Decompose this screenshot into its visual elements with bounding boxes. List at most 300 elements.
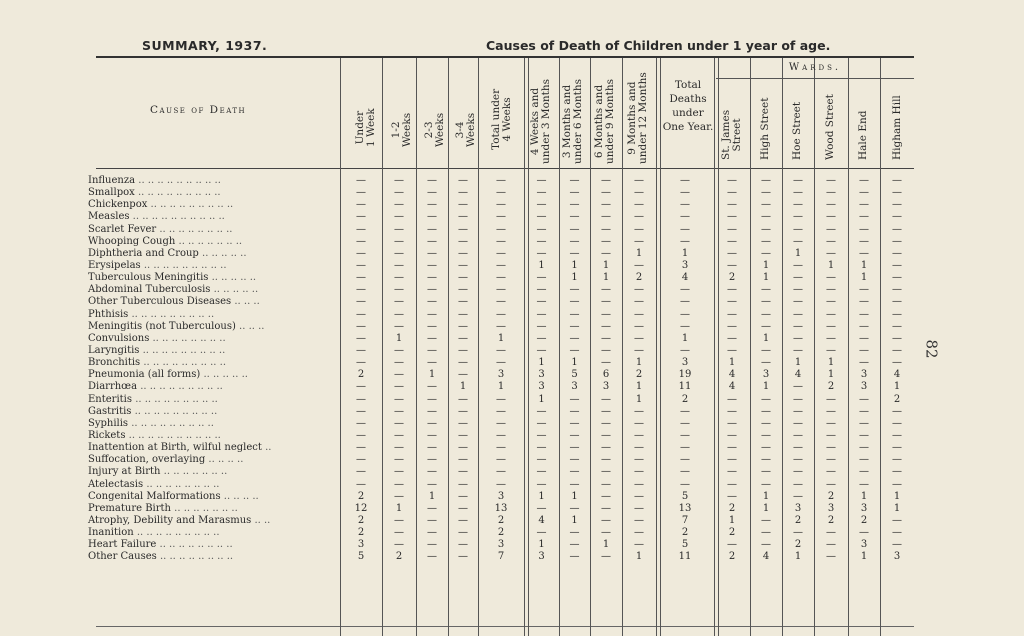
cause-label: Inattention at Birth, wilful neglect [88,442,262,454]
3-4-weeks-cell: — [458,357,468,369]
table-row [86,418,914,430]
higham-hill-cell: 1 [893,381,901,393]
table-subtitle: Causes of Death of Children under 1 year of age. [486,38,831,53]
hoe-street-cell: — [793,272,803,284]
total-deaths-cell: — [680,296,690,308]
total-deaths-cell: 13 [678,502,692,514]
st-james-street-cell: — [727,308,737,320]
under-1-week-cell: — [356,417,366,429]
3-4-weeks-cell: — [458,175,468,187]
leader-dots: .. .. .. .. .. [198,247,247,259]
3-4-weeks-cell: — [458,272,468,284]
table-row [86,369,914,381]
hoe-street-cell: 3 [794,502,802,514]
st-james-street-cell: 2 [728,551,736,563]
hoe-street-cell: — [793,490,803,502]
hoe-street-cell: 1 [794,551,802,563]
1-2-weeks-cell: — [394,260,404,272]
ward-higham-hill-header: Higham Hill [891,95,903,160]
hale-end-cell: — [859,345,869,357]
wood-street-cell: — [826,417,836,429]
total-under-4-weeks-cell: — [496,199,506,211]
cause-cell [86,187,340,199]
total-deaths-cell: — [680,430,690,442]
1-2-weeks-cell: — [394,247,404,259]
3-4-weeks-cell: — [458,502,468,514]
total-deaths-cell: 2 [681,393,689,405]
6-9-months-cell: — [601,405,611,417]
under-1-week-cell: 3 [357,539,365,551]
ward-hoe-street-header: Hoe Street [791,101,803,160]
3-6-months-cell: — [569,332,580,344]
cause-cell [86,442,340,454]
cause-label: Diarrhœa [88,381,138,393]
9-12-months-cell: — [634,320,644,332]
high-street-cell: — [761,308,771,320]
causes-table [86,175,914,564]
3-6-months-cell: — [569,284,580,296]
total-under-4-weeks-cell: 13 [494,502,508,514]
total-under-4-weeks-cell: 2 [497,515,505,526]
total-deaths-cell: 2 [681,527,689,539]
higham-hill-cell: — [892,175,902,187]
3-6-months-cell: — [569,405,580,417]
9-12-months-cell: — [634,332,644,344]
leader-dots: .. .. .. .. [205,454,244,466]
higham-hill-cell: 3 [893,551,901,563]
total-under-4-weeks-cell: — [496,187,506,199]
wood-street-cell: — [826,393,836,405]
cause-cell [86,248,340,260]
3-4-weeks-cell: — [458,345,468,357]
total-under-4-weeks-cell: — [496,272,506,284]
1-2-weeks-cell: — [394,187,404,199]
leader-dots: .. .. .. .. .. .. .. .. .. [147,199,234,211]
high-street-cell: — [761,515,771,526]
2-3-weeks-cell: — [427,551,437,563]
9-12-months-cell: — [634,211,644,223]
st-james-street-cell: — [727,417,737,429]
2-3-weeks-cell: — [427,417,437,429]
2-3-weeks-cell: — [427,211,437,223]
total-under-4-weeks-cell: — [496,320,506,332]
under-1-week-cell: — [356,260,366,272]
total-deaths-cell: 19 [678,369,692,381]
1-2-weeks-cell: — [394,175,404,187]
6-9-months-cell: — [601,211,611,223]
table-row [86,333,914,345]
wood-street-cell: 3 [827,502,835,514]
higham-hill-cell: — [892,405,902,417]
3-6-months-cell: 5 [571,369,578,381]
hale-end-cell: — [859,478,869,490]
2-3-weeks-cell: — [427,284,437,296]
9-12-months-cell: 1 [635,551,643,563]
high-street-cell: — [761,284,771,296]
table-row [86,479,914,491]
leader-dots: .. .. .. .. .. [200,369,248,381]
st-james-street-cell: — [727,332,737,344]
cause-label: Other Causes [88,551,157,563]
summary-title: SUMMARY, 1937. [142,38,268,53]
3-4-weeks-cell: — [458,539,468,551]
6-9-months-cell: — [601,393,611,405]
4-weeks-3-months-cell: 3 [538,551,545,563]
wood-street-cell: — [826,175,836,187]
2-3-weeks-cell: — [427,247,437,259]
higham-hill-cell: — [892,332,902,344]
total-under-4-weeks-cell: — [496,211,506,223]
9-12-months-header: 9 Months and under 12 Months [626,72,649,164]
high-street-cell: — [761,235,771,247]
total-under-4-weeks-cell: — [496,442,506,454]
leader-dots: .. .. .. .. .. .. .. .. .. [134,187,221,199]
high-street-cell: — [761,357,771,369]
leader-dots: .. .. .. .. .. [208,272,257,284]
hoe-street-cell: — [793,260,803,272]
3-4-weeks-cell: — [458,551,468,563]
9-12-months-cell: — [634,345,644,357]
6-9-months-cell: — [601,430,611,442]
hale-end-cell: — [859,175,869,187]
6-9-months-cell: 3 [602,381,610,393]
total-deaths-cell: — [680,175,690,187]
total-deaths-cell: — [680,308,690,320]
hoe-street-cell: 2 [794,539,802,551]
1-2-weeks-cell: — [394,405,404,417]
higham-hill-cell: — [892,320,902,332]
4-weeks-3-months-cell: — [536,417,547,429]
2-3-weeks-cell: — [427,308,437,320]
3-4-weeks-cell: — [458,466,468,478]
total-deaths-cell: 3 [681,357,689,369]
3-6-months-cell: — [569,551,580,563]
3-6-months-cell: — [569,199,580,211]
cause-cell [86,199,340,211]
st-james-street-cell: — [727,235,737,247]
leader-dots: .. .. .. .. .. .. .. .. .. [139,345,226,357]
2-3-weeks-cell: — [427,187,437,199]
1-2-weeks-cell: — [394,357,404,369]
under-1-week-cell: — [356,442,366,454]
ward-hale-end-header: Hale End [857,110,869,160]
table-row [86,539,914,551]
3-6-months-cell: — [569,442,580,454]
high-street-cell: — [761,175,771,187]
total-deaths-cell: — [680,478,690,490]
total-under-4-weeks-cell: — [496,405,506,417]
total-deaths-cell: 7 [681,515,689,526]
1-2-weeks-cell: — [394,417,404,429]
6-9-months-cell: — [601,466,611,478]
4-weeks-3-months-cell: — [536,247,547,259]
higham-hill-cell: — [892,454,902,466]
hoe-street-cell: — [793,454,803,466]
higham-hill-cell: 1 [893,502,901,514]
3-6-months-header: 3 Months and under 6 Months [561,78,584,164]
1-2-weeks-cell: — [394,539,404,551]
hoe-street-cell: — [793,235,803,247]
total-under-4-weeks-cell: — [496,357,506,369]
9-12-months-cell: — [634,442,644,454]
table-row [86,430,914,442]
2-3-weeks-cell: 1 [428,490,436,502]
total-under-4-weeks-cell: — [496,345,506,357]
leader-dots: .. .. .. .. .. .. .. .. .. [132,393,218,405]
cause-cell [86,406,340,418]
4-weeks-3-months-cell: — [536,454,547,466]
9-12-months-cell: — [634,478,644,490]
6-9-months-cell: — [601,345,611,357]
higham-hill-cell: — [892,417,902,429]
hale-end-cell: 2 [860,515,868,526]
3-6-months-cell: — [569,320,580,332]
9-12-months-cell: — [634,260,644,272]
total-deaths-cell: — [680,405,690,417]
hoe-street-cell: — [793,430,803,442]
total-under-4-weeks-header: Total under 4 Weeks [490,88,513,150]
cause-label: Suffocation, overlaying [88,454,206,466]
2-3-weeks-cell: 1 [428,369,436,381]
4-weeks-3-months-cell: — [536,320,547,332]
2-3-weeks-cell: — [427,357,437,369]
cause-cell [86,333,340,345]
table-row [86,466,914,478]
hale-end-cell: — [859,417,869,429]
total-deaths-cell: 1 [681,332,689,344]
9-12-months-cell: — [634,308,644,320]
high-street-cell: 3 [762,369,770,381]
total-deaths-cell: — [680,320,690,332]
high-street-cell: — [761,211,771,223]
total-under-4-weeks-cell: 3 [497,539,505,551]
high-street-cell: 1 [762,490,770,502]
6-9-months-cell: — [601,527,611,539]
total-under-4-weeks-cell: 3 [497,369,505,381]
higham-hill-cell: — [892,284,902,296]
4-weeks-3-months-cell: — [536,405,547,417]
1-2-weeks-cell: — [394,490,404,502]
hoe-street-cell: — [793,199,803,211]
total-deaths-cell: — [680,417,690,429]
2-3-weeks-cell: — [427,539,437,551]
3-4-weeks-cell: — [458,199,468,211]
1-2-weeks-cell: — [394,381,404,393]
cause-label: Meningitis (not Tuberculous) [88,320,236,332]
high-street-cell: — [761,430,771,442]
6-9-months-cell: — [601,175,611,187]
4-weeks-3-months-cell: — [536,332,547,344]
2-3-weeks-cell: — [427,502,437,514]
st-james-street-cell: — [727,539,737,551]
cause-label: Injury at Birth [88,466,161,478]
higham-hill-cell: — [892,247,902,259]
3-6-months-cell: — [569,247,580,259]
4-weeks-3-months-cell: — [536,223,547,235]
4-weeks-3-months-cell: — [536,235,547,247]
cause-label: Measles [88,211,130,223]
wood-street-cell: — [826,430,836,442]
wood-street-cell: — [826,296,836,308]
9-12-months-cell: — [634,199,644,211]
leader-dots: .. .. .. .. .. .. .. .. .. [140,260,227,272]
cause-label: Bronchitis [88,357,141,369]
3-6-months-cell: — [569,466,580,478]
table-row [86,187,914,199]
high-street-cell: 1 [762,260,770,272]
cause-cell [86,211,340,223]
4-weeks-3-months-cell: — [536,442,547,454]
leader-dots: .. .. .. .. .. [210,284,259,296]
2-3-weeks-cell: — [427,260,437,272]
hoe-street-cell: — [793,284,803,296]
3-4-weeks-cell: — [458,260,468,272]
3-6-months-cell: 3 [571,381,578,393]
under-1-week-cell: 2 [357,527,365,539]
leader-dots: .. .. .. .. .. .. .. .. .. [128,308,215,320]
cause-cell [86,551,340,563]
leader-dots: .. .. .. .. .. .. .. .. [156,223,233,235]
total-under-4-weeks-cell: — [496,247,506,259]
6-9-months-cell: — [601,502,611,514]
hale-end-cell: — [859,308,869,320]
hoe-street-cell: — [793,187,803,199]
2-3-weeks-cell: — [427,199,437,211]
hoe-street-cell: — [793,466,803,478]
3-6-months-cell: — [569,478,580,490]
4-weeks-3-months-cell: — [536,272,547,284]
leader-dots: .. .. .. .. .. .. .. .. [156,539,233,551]
cause-label: Rickets [88,430,126,442]
4-weeks-3-months-cell: — [536,430,547,442]
total-under-4-weeks-cell: — [496,454,506,466]
9-12-months-cell: — [634,405,644,417]
6-9-months-cell: — [601,417,611,429]
high-street-cell: — [761,247,771,259]
leader-dots: .. .. .. .. [220,490,259,502]
hoe-street-cell: — [793,211,803,223]
wood-street-cell: — [826,539,836,551]
total-deaths-cell: 5 [681,539,689,551]
leader-dots: .. .. .. .. .. .. .. .. .. .. [129,211,225,223]
4-weeks-3-months-cell: 4 [538,515,545,526]
high-street-cell: — [761,539,771,551]
cause-label: Scarlet Fever [88,223,157,235]
high-street-cell: 1 [762,272,770,284]
3-4-weeks-cell: — [458,490,468,502]
3-6-months-cell: — [569,296,580,308]
high-street-cell: — [761,478,771,490]
total-deaths-cell: 3 [681,260,689,272]
3-4-weeks-cell: — [458,454,468,466]
wood-street-cell: 2 [827,515,835,526]
4-weeks-3-months-cell: — [536,211,547,223]
3-6-months-cell: — [569,527,580,539]
1-2-weeks-cell: — [394,211,404,223]
hale-end-cell: — [859,284,869,296]
high-street-cell: — [761,454,771,466]
total-deaths-cell: 1 [681,247,689,259]
under-1-week-cell: 2 [357,515,365,526]
total-under-4-weeks-cell: 1 [497,332,505,344]
total-under-4-weeks-cell: 7 [497,551,505,563]
total-under-4-weeks-cell: — [496,430,506,442]
9-12-months-cell: 2 [635,272,643,284]
6-9-months-cell: — [601,357,611,369]
high-street-cell: — [761,296,771,308]
wood-street-cell: — [826,478,836,490]
table-row [86,260,914,272]
6-9-months-cell: — [601,223,611,235]
9-12-months-cell: — [634,515,644,526]
3-4-weeks-cell: — [458,235,468,247]
wood-street-cell: — [826,211,836,223]
hoe-street-cell: — [793,296,803,308]
st-james-street-cell: — [727,187,737,199]
leader-dots: .. .. .. .. .. .. .. .. .. [137,381,223,393]
st-james-street-cell: 4 [728,369,736,381]
6-9-months-cell: — [601,308,611,320]
under-1-week-cell: — [356,199,366,211]
cause-cell [86,491,340,503]
wood-street-cell: 1 [827,369,835,381]
3-4-weeks-cell: — [458,211,468,223]
9-12-months-cell: 1 [635,357,643,369]
hale-end-cell: — [859,296,869,308]
cause-cell [86,430,340,442]
1-2-weeks-cell: 1 [395,502,403,514]
3-6-months-cell: — [569,308,580,320]
2-3-weeks-cell: — [427,527,437,539]
cause-cell [86,321,340,333]
2-3-weeks-cell: — [427,175,437,187]
bottom-rule [96,626,914,627]
total-under-4-weeks-cell: — [496,175,506,187]
table-row [86,224,914,236]
2-3-weeks-cell: — [427,405,437,417]
total-deaths-cell: 11 [678,551,692,563]
table-row [86,503,914,515]
1-2-weeks-cell: — [394,320,404,332]
3-6-months-cell: — [569,393,580,405]
high-street-cell: — [761,527,771,539]
6-9-months-cell: — [601,332,611,344]
higham-hill-cell: — [892,442,902,454]
4-weeks-3-months-cell: 1 [538,260,545,272]
3-6-months-cell: 1 [571,357,578,369]
total-under-4-weeks-cell: — [496,296,506,308]
cause-cell [86,369,340,381]
hale-end-cell: — [859,211,869,223]
st-james-street-cell: — [727,199,737,211]
table-row [86,345,914,357]
under-1-week-cell: — [356,357,366,369]
6-9-months-cell: — [601,490,611,502]
9-12-months-cell: — [634,235,644,247]
ward-high-street-header: High Street [759,97,771,160]
wood-street-cell: 2 [827,381,835,393]
hoe-street-cell: — [793,393,803,405]
table-row [86,296,914,308]
wood-street-cell: — [826,454,836,466]
cause-cell [86,224,340,236]
3-6-months-cell: — [569,454,580,466]
3-4-weeks-cell: — [458,405,468,417]
3-4-weeks-cell: — [458,247,468,259]
higham-hill-cell: — [892,187,902,199]
st-james-street-cell: 2 [728,272,736,284]
high-street-cell: 1 [762,332,770,344]
